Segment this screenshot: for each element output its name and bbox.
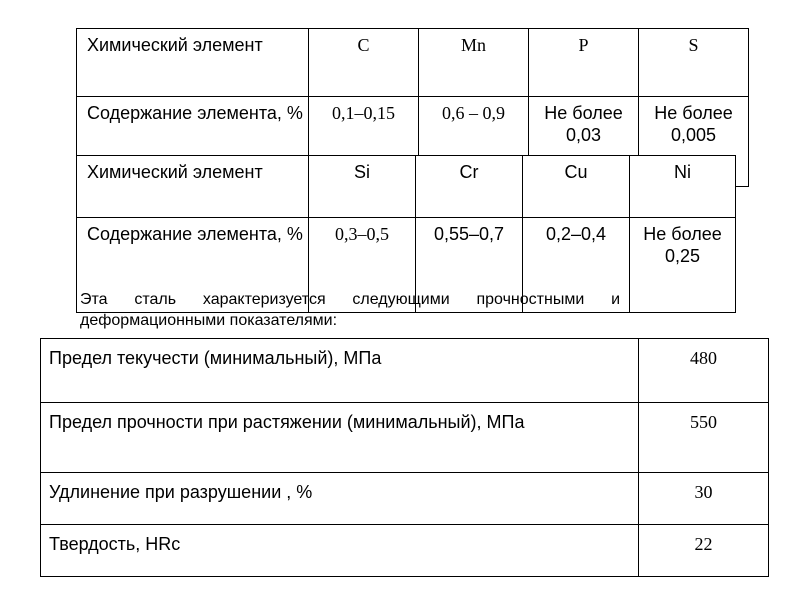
element-cell: Mn bbox=[419, 29, 529, 97]
element-cell: S bbox=[639, 29, 749, 97]
property-label: Предел прочности при растяжении (минимальный), МПа bbox=[41, 403, 639, 473]
element-cell: Cr bbox=[416, 156, 523, 218]
content-cell: 0,6 – 0,9 bbox=[419, 97, 529, 187]
property-label: Удлинение при разрушении , % bbox=[41, 473, 639, 525]
element-cell: Cu bbox=[523, 156, 630, 218]
content-cell: 0,3–0,5 bbox=[309, 218, 416, 313]
property-value: 550 bbox=[639, 403, 769, 473]
table-row bbox=[77, 29, 749, 97]
content-cell: 0,1–0,15 bbox=[309, 97, 419, 187]
property-label: Твердость, HRc bbox=[41, 525, 639, 577]
table-row bbox=[41, 473, 769, 525]
content-cell: Не более 0,03 bbox=[529, 97, 639, 187]
element-cell: Ni bbox=[630, 156, 736, 218]
table-row bbox=[77, 156, 736, 218]
content-cell: Не более 0,25 bbox=[630, 218, 736, 313]
row-header-label: Химический элемент bbox=[77, 29, 309, 97]
content-cell: Не более 0,005 bbox=[639, 97, 749, 187]
row-content-label: Содержание элемента, % bbox=[77, 97, 309, 187]
table-row bbox=[41, 525, 769, 577]
table-row bbox=[41, 403, 769, 473]
element-cell: C bbox=[309, 29, 419, 97]
caption-text: Эта сталь характеризуется следующими прочностными и деформационными показателями: bbox=[80, 291, 620, 329]
property-value: 480 bbox=[639, 339, 769, 403]
element-cell: P bbox=[529, 29, 639, 97]
property-value: 30 bbox=[639, 473, 769, 525]
property-value: 22 bbox=[639, 525, 769, 577]
element-cell: Si bbox=[309, 156, 416, 218]
content-cell: 0,2–0,4 bbox=[523, 218, 630, 313]
table-row bbox=[41, 339, 769, 403]
row-header-label: Химический элемент bbox=[77, 156, 309, 218]
properties-table bbox=[40, 338, 769, 577]
property-label: Предел текучести (минимальный), МПа bbox=[41, 339, 639, 403]
content-cell: 0,55–0,7 bbox=[416, 218, 523, 313]
row-content-label: Содержание элемента, % bbox=[77, 218, 309, 313]
